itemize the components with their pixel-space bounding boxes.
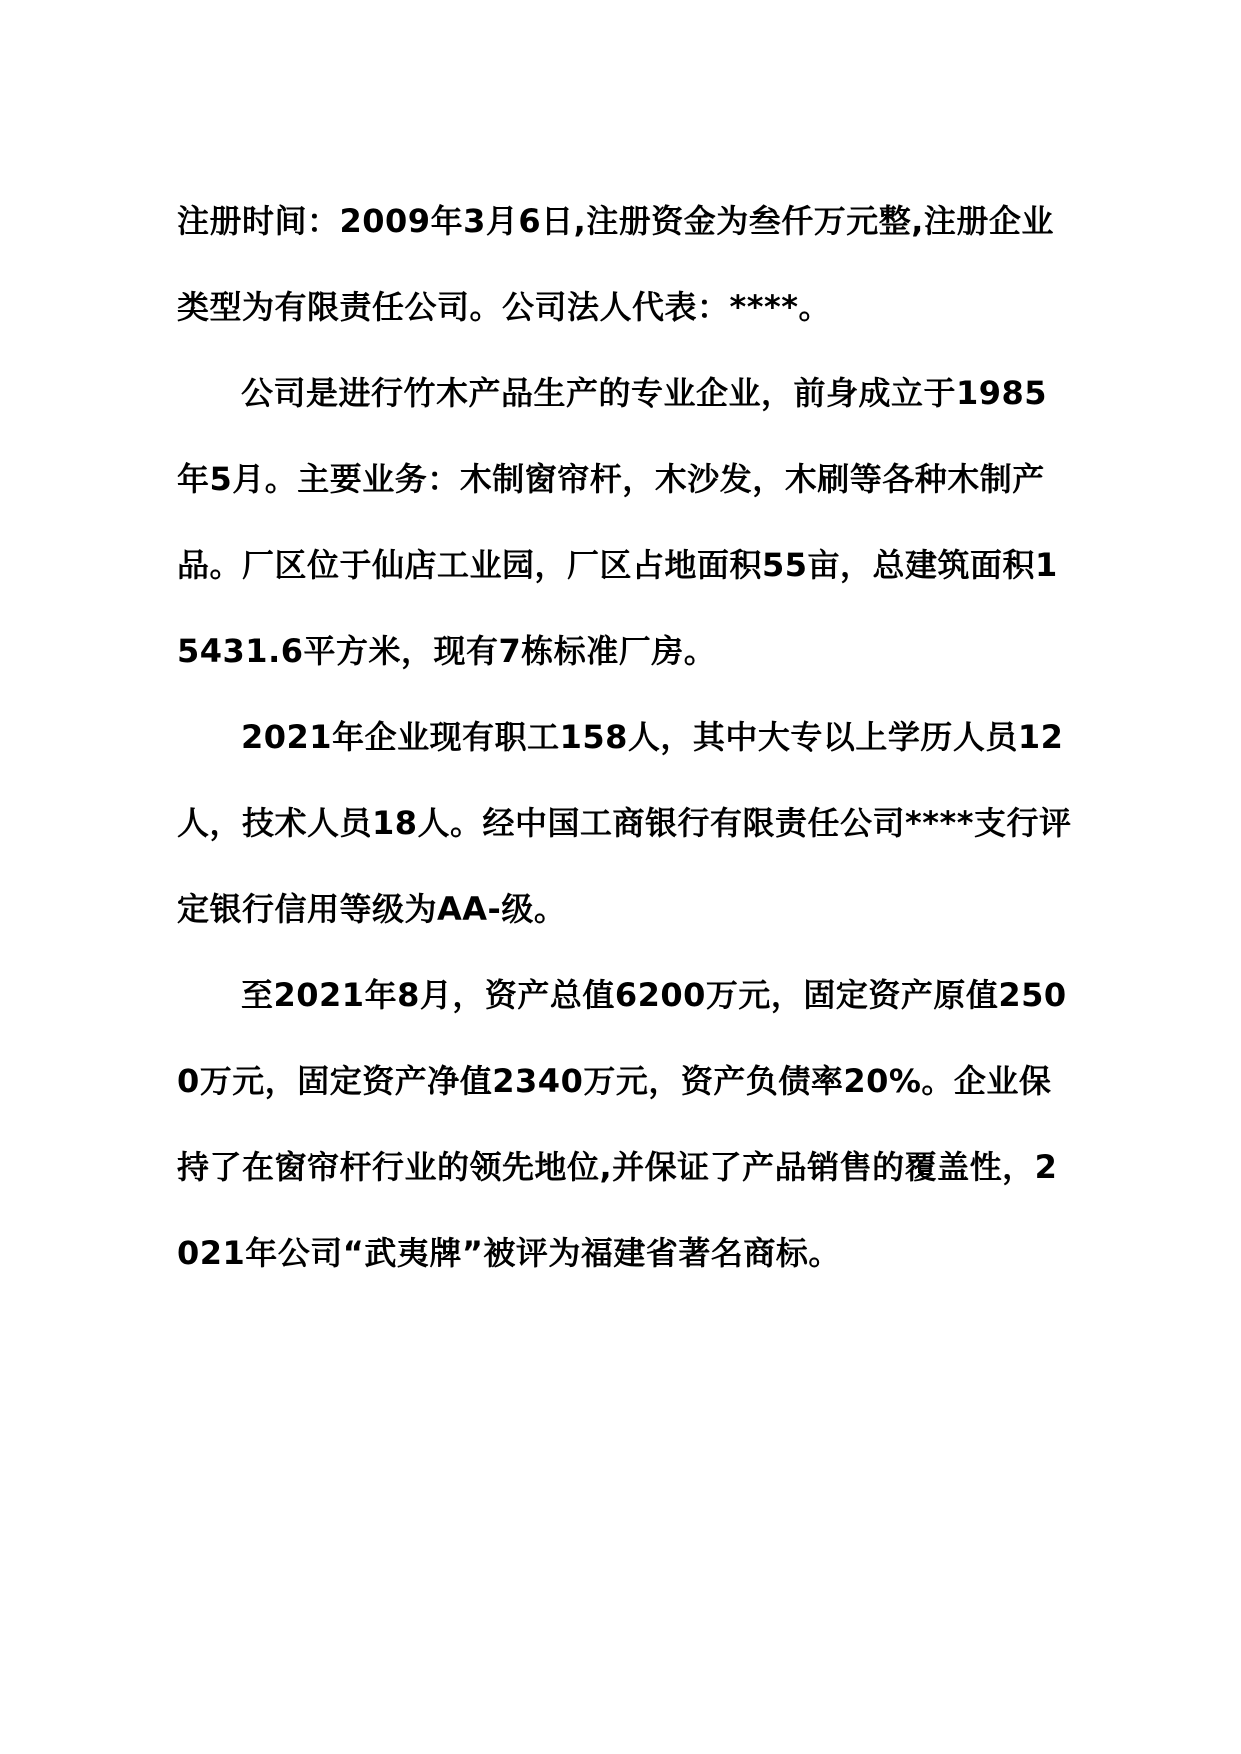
paragraph-registration: 注册时间：2009年3月6日,注册资金为叁仟万元整,注册企业类型为有限责任公司。公司法人代表：****。 xyxy=(177,202,1054,326)
paragraph-staff-credit: 2021年企业现有职工158人，其中大专以上学历人员12人，技术人员18人。经中国工商银行有限责任公司****支行评定银行信用等级为AA-级。 xyxy=(177,718,1072,928)
paragraph-company-profile: 公司是进行竹木产品生产的专业企业，前身成立于1985年5月。主要业务：木制窗帘杆，木沙发，木刷等各种木制产品。厂区位于仙店工业园，厂区占地面积55亩，总建筑面积15431.6平方米，现有7栋标准厂房。 xyxy=(177,374,1058,670)
paragraph-assets: 至2021年8月，资产总值6200万元，固定资产原值2500万元，固定资产净值2340万元，资产负债率20%。企业保持了在窗帘杆行业的领先地位,并保证了产品销售的覆盖性，2021年公司“武夷牌”被评为福建省著名商标。 xyxy=(177,976,1067,1272)
document-body xyxy=(177,178,1072,1296)
